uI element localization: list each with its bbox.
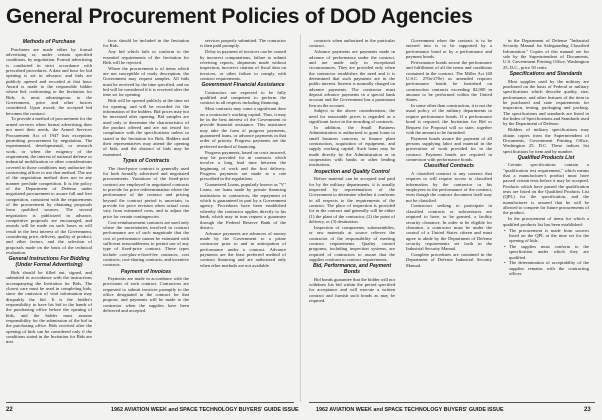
right-footer-caption: 1962 AVIATION WEEK and SPACE TECHNOLOGY BUYERS' GUIDE ISSUE — [316, 407, 504, 413]
body-paragraph: Subject to the above considerations, the need for reasonable prices is regarded as a significant factor in the awarding of contracts. — [309, 108, 395, 125]
page-title: General Procurement Policies of DOD Agencies — [6, 5, 473, 28]
list-intro: In the procurement of items for which a qualified products list has been established: — [503, 216, 589, 227]
text-column-3 — [200, 38, 286, 400]
left-footer-caption: 1962 AVIATION WEEK and SPACE TECHNOLOGY BUYERS' GUIDE ISSUE — [111, 407, 299, 413]
body-paragraph: Bid bonds guarantee that the bidder will not withdraw his bid within the period specified for acceptance and will execute a written contract and furnish such bonds as may be required. — [309, 276, 395, 304]
body-paragraph: Government when the contract is to be entered into is to be supported by a performance bond or by a performance and payment bonds. — [406, 38, 492, 60]
section-heading: Government Financial Assistance — [201, 82, 285, 89]
section-heading: Methods of Purchase — [22, 39, 76, 45]
body-paragraph: Guaranteed Loans, popularly known as "V" Loans, are loans made by private financing institutions to contractors, the repayment of which is guaranteed in part by a Government agency. Procedures have been established whereby the contractor applies directly to his bank, which may in turn request a guarantee through the Federal Reserve Bank of the district. — [200, 182, 286, 230]
body-paragraph: contracts when authorized in the particular contract. — [309, 38, 395, 49]
section-heading: Bid, Performance, and Payment Bonds — [312, 263, 392, 276]
body-paragraph: Delay in payment of invoices can be caused by incorrect computations, failure to submit receiving reports, shipments made without inspection, incorrect citation of fiscal data on invoices, or other failure to comply with contract requirements. — [200, 49, 286, 81]
text-column-1 — [6, 38, 92, 400]
body-paragraph: In some other than construction, it is not the usual policy of the military departments to require performance bonds. If a performance bond is required, the Invitation for Bid or Request for Proposal will so state, together with the amount to be furnished. — [406, 103, 492, 135]
body-paragraph: Payments are made in accordance with the provisions of each contract. Contractors are requested to submit invoices promptly to the office designated in the contract for that purpose, and payments will be made to the contractor when the supplies have been delivered and accepted. — [103, 276, 189, 314]
body-paragraph: Advance payments are advances of money made by the Government to a prime contractor prior to and in anticipation of performance under a contract. Advance payments are the least preferred method of contract financing and are authorized only when other methods are not available. — [200, 230, 286, 268]
section-heading: General Instructions For Bidding (Under Formal Advertising) — [8, 256, 90, 269]
body-paragraph: Bids should be filled out, signed, and submitted in accordance with the instructions accompanying the Invitation for Bids. The closest care must be used in completing bids, since the omission of vital information may disqualify the bid. It is the bidder's responsibility to have his bid in the hands of the purchasing office before the opening of bids, and the bidder must assume responsibility for the submission of the bid in the purchasing office. Bids received after the opening of bids can be considered only if the conditions stated in the Invitation for Bids are met. — [6, 269, 92, 345]
body-paragraph: Bids will be opened publicly at the time set for opening, and will be recorded for the information of the bidders. Bid prices may not be increased after opening. Bid samples are used only to determine the characteristics of the product offered and are not tested for compliance with the specifications unless so stated in the Invitation for Bids. Bidders and their representatives may attend the opening of bids, and the abstract of bids may be examined. — [103, 98, 189, 157]
body-paragraph: Progress payments, based on costs incurred, may be provided for in contracts which involve a long lead time between the beginning of work and the first delivery. Progress payments are made at a rate prescribed in the regulations. — [200, 149, 286, 182]
body-paragraph: Bidders of military specifications may obtain copies from the Superintendent of Documents, Government Printing Office, Washington 25, D.C. These indices list specifications by item and by number. — [503, 127, 589, 154]
body-paragraph: The fixed-price contract is generally used for both formally advertised and negotiated procurements. Variations of the fixed-price contract are employed in negotiated contracts to provide for price redetermination where the performance of the contract and pricing beyond the contract period is uncertain, to provide for price revision when actual costs vary from estimated costs, and to adjust the price for certain contingencies. — [103, 165, 189, 219]
body-paragraph: Contractors are expected to be fully qualified and competent to perform the contract in all respects including financing. — [200, 89, 286, 106]
body-paragraph: In addition, the Small Business Administration is authorized to grant loans to small business concerns to finance plant construction, acquisition of equipment, and supply working capital. Such loans may be made directly by the Administration or in cooperation with banks or other lending institutions. — [309, 125, 395, 168]
body-paragraph: Certain specifications contain a "qualification test requirement," which means that a manufacturer's product must have passed certain tests before it may be accepted. Products which have passed the qualification tests are listed on the Qualified Products List (QPL) for the specification, and the manufacturer is assured that he will be allowed to compete for future procurements of the product. — [503, 162, 589, 216]
text-column-2 — [103, 38, 189, 400]
left-page-number: 22 — [6, 407, 13, 413]
footer-rule-right — [309, 402, 595, 403]
list-item: • The procurement is made from sources listed on the QPL at the time set for the opening of bids. — [509, 228, 589, 244]
body-paragraph: Inspection of components, subassemblies, or raw materials at source relieves the contractor of the responsibility of meeting contract requirements. Quality control programs, including inspection systems, are required of contractors to assure that the supplies conform to contract requirements. — [309, 224, 395, 262]
list-item: • The supplies must conform to the specification under which they are qualified. — [509, 244, 589, 260]
section-heading: Payment of Invoices — [120, 268, 172, 275]
list-item: • The determination of acceptability of the supplies remains with the contracting officer. — [509, 260, 589, 276]
body-paragraph: Performance bonds secure the performance and fulfillment of all the terms and conditions contained in the contract. The Miller Act (40 U.S.C. 270a-270e) as amended requires performance bonds be furnished on construction contracts exceeding $2,000 in amount to be performed within the United States. — [406, 59, 492, 103]
body-paragraph: Purchases are made either by formal advertising or, under certain specified conditions, by negotiation. Formal advertising is conducted in strict accordance with prescribed procedures. A date and hour for bid opening is set in advance, and bids are publicly opened and recorded at that hour. Award is made to the responsible bidder whose bid, conforming to the Invitation for Bids, is most advantageous to the Government, price and other factors considered. Upon award, the accepted bid becomes the contract. — [6, 46, 92, 116]
body-paragraph: Most contracts may come a significant dose on a contractor's working capital. Thus, it may be in the best interest of the Government to provide financial assistance. This assistance may take the form of progress payments, guaranteed loans, or advance payments in that order of priority. Progress payments are the preferred method of financing. — [200, 106, 286, 149]
body-paragraph: Any bid which fails to conform to the essential requirements of the Invitation for Bids will be rejected. — [103, 49, 189, 65]
section-heading: Classified Contracts — [423, 163, 475, 170]
body-paragraph: Complete procedures are contained in the Department of Defense Industrial Security Manual. — [406, 252, 492, 268]
body-paragraph: Cost-reimbursement contracts are used only where the uncertainties involved in contract performance are of such magnitude that the cost of performance cannot be estimated with sufficient reasonableness to permit use of any type of fixed-price contract. These types include cost-plus-a-fixed-fee contracts, cost contracts, cost-sharing contracts, and incentive contracts. — [103, 219, 189, 268]
body-paragraph: Before material can be accepted and paid for by the military departments, it is usually inspected by representatives of the Government to determine whether it conforms in all respects to the requirements of the contract. The place of inspection is provided for in the contract and generally will be either (1) the plant of the contractor, (2) the point of delivery, or (3) destination. — [309, 176, 395, 224]
page-fold-divider — [300, 34, 301, 402]
body-paragraph: facts should be included in the Invitation for Bids. — [103, 38, 189, 49]
section-heading: Inspection and Quality Control — [314, 168, 390, 175]
body-paragraph: Contractors seeking to participate in classified contracts or subcontracts are required to have, or be granted, a facility security clearance. In order to be eligible for clearance, a contractor must be under the control of a United States citizen and must agree to abide by the Department of Defense security requirements set forth in the Industrial Security Manual. — [406, 203, 492, 252]
body-paragraph: services properly submitted. The contractor is then paid promptly. — [200, 38, 286, 49]
bullet-list — [503, 228, 589, 277]
body-paragraph: Most supplies used by the military are purchased on the basis of Federal or military specifications which describe quality, size, performance, and other features of the item to be purchased and state requirements for inspection, testing, packaging and packing. The specifications and standards are listed in the Index of Specifications and Standards used by the Department of Defense. — [503, 78, 589, 127]
text-column-6 — [503, 38, 589, 400]
body-paragraph: A classified contract is any contract that requires or will require access to classified information by the contractor or his employees in the performance of the contract, even though the contract document itself may not be classified. — [406, 170, 492, 203]
body-paragraph: Payment bonds assure the payment of all persons supplying labor and material in the prosecution of work provided for in the contract. Payment bonds are required in connection with performance bonds. — [406, 135, 492, 163]
right-page-number: 23 — [584, 407, 591, 413]
section-heading: Qualified Products List — [517, 154, 575, 161]
body-paragraph: in the Department of Defense "Industrial Security Manual for Safeguarding Classified Information." Copies of this manual are for sale by the Superintendent of Documents, U.S. Government Printing Office, Washington 25, D.C., price 50 cents. — [503, 38, 589, 70]
footer-rule-left — [6, 402, 294, 403]
body-paragraph: To provide a method of procurement for the armed services when formal advertising does not meet their needs, the Armed Services Procurement Act of 1947 lists exceptions permitting procurement by negotiation. The experimental, developmental, or research work, or when the exigency of the requirement, the interest of national defense or industrial mobilization or other considerations covered in those conditions may authorize the contracting officer to use that method. The use of the negotiation method does not in any manner preclude competition. It is the policy of the Department of Defense under negotiated procurement to assure full and free competition, consistent with the requirements of the procurement by obtaining proposals from qualified sources. The second negotiation is publicized in advance, competitive proposals are encouraged, and awards will be made on such bases as will result in the best interest of the Government, considering price, delivery, quality of product, and other factors, and the selection of proposals made on the basis of the technical evaluation. — [6, 116, 92, 256]
section-heading: Types of Contracts — [122, 158, 170, 165]
text-column-4 — [309, 38, 395, 400]
text-column-5 — [406, 38, 492, 400]
section-heading: Specifications and Standards — [509, 71, 583, 78]
body-paragraph: Advance payments are payments made in advance of performance under the contract, and are made only in exceptional circumstances. They are provided only when the contractor establishes the need and it is determined that such payments are in the public interest. Interest is normally charged on advance payments. The contractor must deposit advance payments in a special bank account and the Government has a paramount lien on the account. — [309, 49, 395, 108]
body-paragraph: Where the procurement is of items which are not susceptible of ready description, the Government may request samples. All bids must be received by the time specified, and no bid will be considered if it is received after the time set for opening. — [103, 65, 189, 98]
